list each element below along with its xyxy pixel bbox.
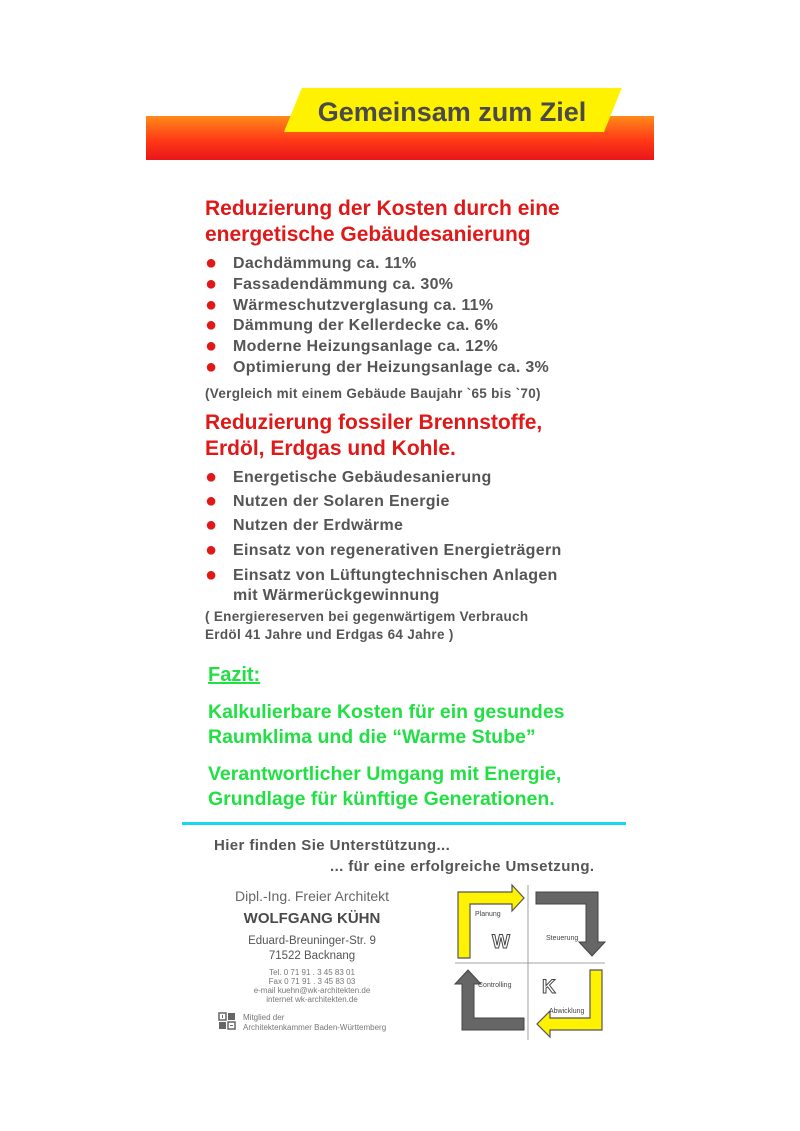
diagram-letter-k: K (542, 977, 556, 998)
chamber-logo-icon (218, 1012, 236, 1030)
chamber-line1: Mitglied der (243, 1013, 285, 1022)
list-item (205, 337, 549, 358)
list-item-text: Dachdämmung ca. 11% (233, 255, 417, 272)
arrow-steuerung-icon (536, 892, 605, 956)
chamber-line2: Architektenkammer Baden-Württemberg (243, 1023, 387, 1032)
list-item-text: Wärmeschutzverglasung ca. 11% (233, 296, 494, 314)
support-line2: ... für eine erfolgreiche Umsetzung. (330, 858, 595, 875)
section1-heading-line1: Reduzierung der Kosten durch eine (205, 197, 560, 220)
diagram-label-planung: Planung (475, 911, 501, 918)
list-item-continuation (205, 586, 562, 606)
list-item-text: Optimierung der Heizungsanlage ca. 3% (233, 358, 550, 376)
list-item (205, 566, 562, 586)
diagram-letter-w: W (492, 932, 510, 953)
bullet-icon: ● (205, 514, 218, 536)
section2-note (205, 608, 528, 644)
list-item (205, 468, 562, 492)
bullet-icon: ● (205, 564, 218, 586)
list-item-text: Moderne Heizungsanlage ca. 12% (233, 338, 499, 356)
section2-note-line2: Erdöl 41 Jahre und Erdgas 64 Jahre ) (205, 627, 454, 642)
diagram-label-steuerung: Steuerung (546, 935, 579, 942)
contact-email: e-mail kuehn@wk-architekten.de (253, 986, 371, 995)
fazit-p1-line2: Raumklima und die “Warme Stube” (208, 726, 536, 748)
divider (182, 822, 626, 825)
section2-list (205, 468, 562, 606)
diagram-label-abwicklung: Abwicklung (549, 1008, 585, 1015)
bullet-icon: ● (205, 539, 218, 561)
contact-city: 71522 Backnang (268, 950, 356, 962)
list-item (205, 293, 549, 317)
list-item-text: Energetische Gebäudesanierung (233, 469, 492, 486)
contact-tel: Tel. 0 71 91 . 3 45 83 01 (269, 968, 355, 977)
bullet-icon: ● (205, 355, 218, 378)
page-title: Gemeinsam zum Ziel (317, 97, 587, 127)
contact-street: Eduard-Breuninger-Str. 9 (248, 935, 376, 947)
list-item-text: Einsatz von Lüftungtechnischen Anlagen (233, 567, 558, 584)
list-item (205, 492, 562, 516)
fazit-label: Fazit: (208, 664, 261, 686)
bullet-icon: ● (205, 335, 218, 358)
section2-heading-line1: Reduzierung fossiler Brennstoffe, (205, 411, 543, 434)
list-item-text: Einsatz von regenerativen Energieträgern (233, 542, 562, 559)
bullet-icon: ● (205, 490, 218, 512)
section1-note: (Vergleich mit einem Gebäude Baujahr `65 bis `70) (205, 386, 541, 401)
section1-heading (205, 196, 560, 248)
section2-note-line1: ( Energiereserven bei gegenwärtigem Verbrauch (205, 609, 529, 624)
list-item (205, 254, 549, 275)
contact-name: WOLFGANG KÜHN (243, 910, 381, 927)
list-item (205, 272, 549, 296)
section1-heading-line2: energetische Gebäudesanierung (205, 223, 531, 246)
arrow-planung-icon (458, 885, 524, 958)
process-diagram (450, 880, 610, 1045)
list-item-text: Fassadendämmung ca. 30% (233, 275, 454, 293)
list-item-text: Dämmung der Kellerdecke ca. 6% (233, 317, 499, 335)
section2-heading-line2: Erdöl, Erdgas und Kohle. (205, 437, 456, 460)
bullet-icon: ● (205, 314, 218, 337)
list-item (205, 355, 550, 379)
bullet-icon: ● (205, 272, 218, 295)
list-item (205, 541, 562, 566)
fazit-p1-line1: Kalkulierbare Kosten für ein gesundes (208, 701, 565, 723)
contact-title: Dipl.-Ing. Freier Architekt (234, 888, 390, 904)
fazit-p2-line1: Verantwortlicher Umgang mit Energie, (208, 763, 562, 785)
fazit-paragraph-2 (208, 762, 561, 812)
section1-list (205, 254, 549, 379)
contact-fax: Fax 0 71 91 . 3 45 83 03 (268, 977, 356, 986)
support-line1: Hier finden Sie Unterstützung... (214, 837, 451, 854)
list-item (205, 316, 549, 337)
list-item-text: Nutzen der Solaren Energie (233, 493, 450, 510)
bullet-icon: ● (205, 466, 218, 488)
fazit-p2-line2: Grundlage für künftige Generationen. (208, 788, 555, 810)
list-item (205, 516, 562, 541)
contact-internet: internet wk-architekten.de (266, 995, 358, 1004)
bullet-icon: ● (205, 252, 218, 274)
list-item-text: mit Wärmerückgewinnung (233, 587, 440, 604)
fazit-paragraph-1 (208, 700, 565, 750)
section2-heading (205, 410, 542, 462)
list-item-text: Nutzen der Erdwärme (233, 517, 404, 534)
arrow-controlling-icon (455, 970, 524, 1030)
diagram-label-controlling: Controlling (478, 982, 512, 989)
bullet-icon: ● (205, 293, 218, 316)
chamber-membership (243, 1013, 386, 1033)
